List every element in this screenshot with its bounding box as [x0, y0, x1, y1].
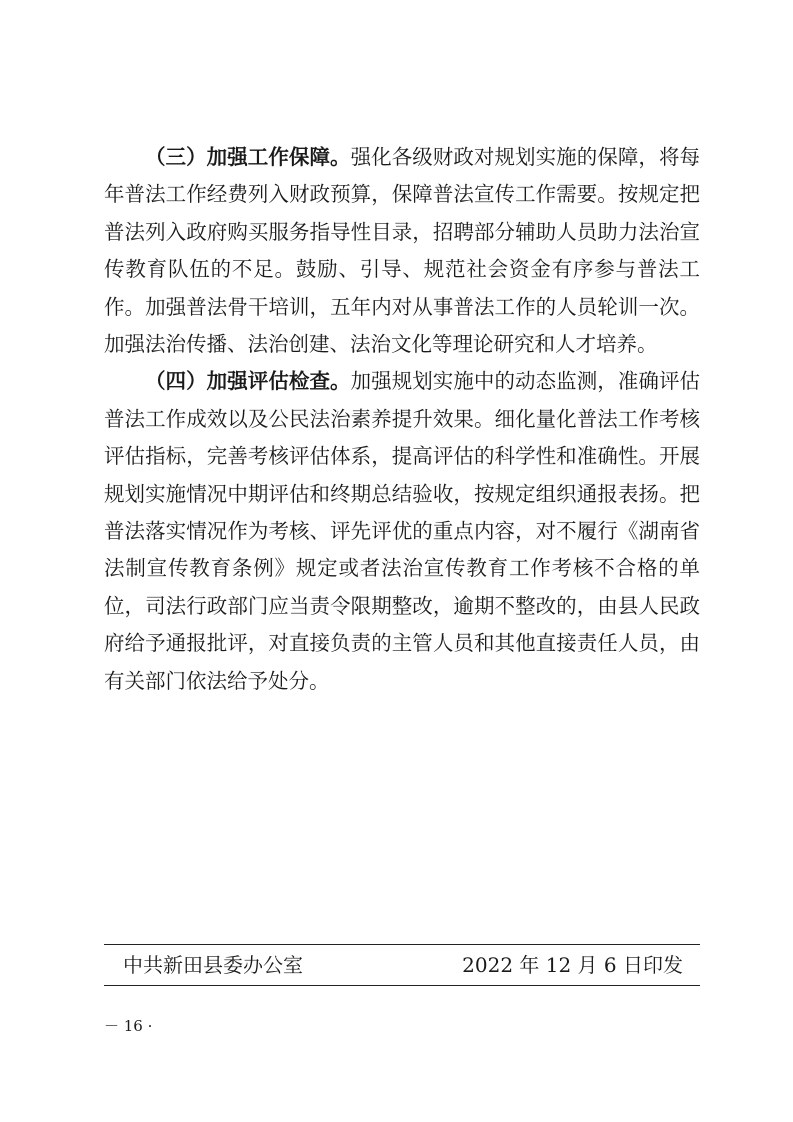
section-three-heading: （三）加强工作保障。 — [145, 145, 351, 169]
footer-issuer: 中共新田县委办公室 — [123, 953, 303, 977]
footer-issue-date: 2022 年 12 月 6 日印发 — [462, 953, 683, 977]
footer-bottom-rule — [104, 985, 700, 986]
section-four-heading: （四）加强评估检查。 — [145, 369, 351, 394]
section-three-paragraph — [104, 139, 700, 363]
section-three-text: 强化各级财政对规划实施的保障，将每年普法工作经费列入财政预算，保障普法宣传工作需要。按规定把普法列入政府购买服务指导性目录，招聘部分辅助人员助力法治宣传教育队伍的不足。鼓励、引导、规范社会资金有序参与普法工作。加强普法骨干培训，五年内对从事普法工作的人员轮训一次。加强法治传播、法治创建、法治文化等理论研究和人才培养。 — [104, 145, 701, 357]
section-four-paragraph — [104, 363, 700, 700]
document-body — [104, 139, 700, 700]
section-four-text: 加强规划实施中的动态监测，准确评估普法工作成效以及公民法治素养提升效果。细化量化普法工作考核评估指标，完善考核评估体系，提高评估的科学性和准确性。开展规划实施情况中期评估和终期总结验收，按规定组织通报表扬。把普法落实情况作为考核、评先评优的重点内容，对不履行《湖南省法制宣传教育条例》规定或者法治宣传教育工作考核不合格的单位，司法行政部门应当责令限期整改，逾期不整改的，由县人民政府给予通报批评，对直接负责的主管人员和其他直接责任人员，由有关部门依法给予处分。 — [104, 369, 701, 693]
page-number: － 16 · — [104, 1017, 153, 1035]
footer-top-rule — [104, 944, 700, 945]
